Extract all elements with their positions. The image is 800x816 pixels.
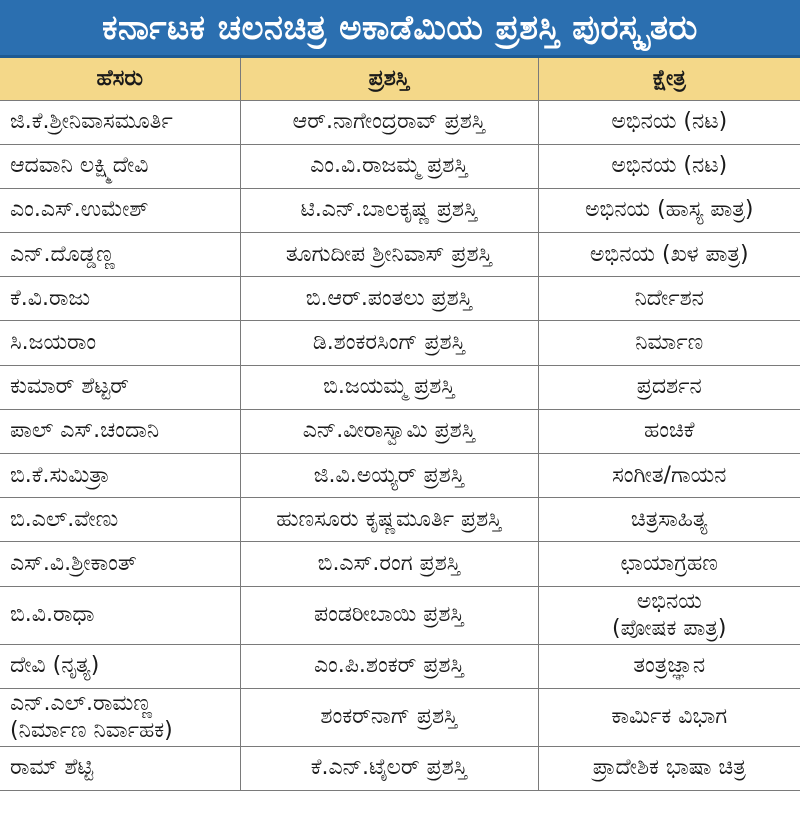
cell-name: ಪಾಲ್ ಎಸ್.ಚಂದಾನಿ bbox=[0, 409, 240, 453]
cell-field: ಅಭಿನಯ (ನಟ) bbox=[538, 144, 800, 188]
table-row bbox=[0, 277, 800, 321]
table-row bbox=[0, 321, 800, 365]
table-row bbox=[0, 542, 800, 586]
cell-field: ಅಭಿನಯ (ಖಳ ಪಾತ್ರ) bbox=[538, 233, 800, 277]
cell-name bbox=[0, 688, 240, 746]
header-field: ಕ್ಷೇತ್ರ bbox=[538, 58, 800, 100]
table-row bbox=[0, 586, 800, 644]
cell-name: ಜಿ.ಕೆ.ಶ್ರೀನಿವಾಸಮೂರ್ತಿ bbox=[0, 100, 240, 144]
cell-award: ಬಿ.ಎಸ್.ರಂಗ ಪ್ರಶಸ್ತಿ bbox=[240, 542, 538, 586]
cell-name: ಸಿ.ಜಯರಾಂ bbox=[0, 321, 240, 365]
cell-field: ತಂತ್ರಜ್ಞಾನ bbox=[538, 644, 800, 688]
table-row bbox=[0, 100, 800, 144]
cell-name: ಬಿ.ವಿ.ರಾಧಾ bbox=[0, 586, 240, 644]
table-row bbox=[0, 233, 800, 277]
header-award: ಪ್ರಶಸ್ತಿ bbox=[240, 58, 538, 100]
cell-field: ಪ್ರಾದೇಶಿಕ ಭಾಷಾ ಚಿತ್ರ bbox=[538, 746, 800, 790]
awards-table bbox=[0, 58, 800, 791]
cell-award: ಹುಣಸೂರು ಕೃಷ್ಣಮೂರ್ತಿ ಪ್ರಶಸ್ತಿ bbox=[240, 498, 538, 542]
cell-award: ಬಿ.ಜಯಮ್ಮ ಪ್ರಶಸ್ತಿ bbox=[240, 365, 538, 409]
cell-award: ಎಂ.ಪಿ.ಶಂಕರ್ ಪ್ರಶಸ್ತಿ bbox=[240, 644, 538, 688]
header-name: ಹೆಸರು bbox=[0, 58, 240, 100]
table-row bbox=[0, 454, 800, 498]
cell-field bbox=[538, 586, 800, 644]
cell-award: ಬಿ.ಆರ್.ಪಂತಲು ಪ್ರಶಸ್ತಿ bbox=[240, 277, 538, 321]
cell-award: ಶಂಕರ್‌ನಾಗ್ ಪ್ರಶಸ್ತಿ bbox=[240, 688, 538, 746]
table-row bbox=[0, 365, 800, 409]
cell-name-line2: (ನಿರ್ಮಾಣ ನಿರ್ವಾಹಕ) bbox=[10, 718, 173, 744]
cell-field: ಪ್ರದರ್ಶನ bbox=[538, 365, 800, 409]
cell-name: ರಾಮ್ ಶೆಟ್ಟಿ bbox=[0, 746, 240, 790]
cell-name: ಕುಮಾರ್ ಶೆಟ್ಟರ್ bbox=[0, 365, 240, 409]
cell-name: ಆದವಾನಿ ಲಕ್ಷ್ಮಿದೇವಿ bbox=[0, 144, 240, 188]
cell-field: ಕಾರ್ಮಿಕ ವಿಭಾಗ bbox=[538, 688, 800, 746]
cell-award: ಕೆ.ಎನ್.ಟೈಲರ್ ಪ್ರಶಸ್ತಿ bbox=[240, 746, 538, 790]
cell-field-line2: (ಪೋಷಕ ಪಾತ್ರ) bbox=[612, 616, 727, 642]
cell-field: ಛಾಯಾಗ್ರಹಣ bbox=[538, 542, 800, 586]
title-banner: ಕರ್ನಾಟಕ ಚಲನಚಿತ್ರ ಅಕಾಡೆಮಿಯ ಪ್ರಶಸ್ತಿ ಪುರಸ್ಕೃತರು bbox=[0, 0, 800, 58]
cell-name: ದೇವಿ (ನೃತ್ಯ) bbox=[0, 644, 240, 688]
table-row bbox=[0, 746, 800, 790]
cell-name: ಎಂ.ಎಸ್.ಉಮೇಶ್ bbox=[0, 188, 240, 232]
cell-name: ಕೆ.ವಿ.ರಾಜು bbox=[0, 277, 240, 321]
table-row bbox=[0, 498, 800, 542]
cell-award: ಆರ್.ನಾಗೇಂದ್ರರಾವ್ ಪ್ರಶಸ್ತಿ bbox=[240, 100, 538, 144]
header-row bbox=[0, 58, 800, 100]
cell-field-line1: ಅಭಿನಯ bbox=[636, 589, 702, 615]
cell-name: ಎಸ್.ವಿ.ಶ್ರೀಕಾಂತ್ bbox=[0, 542, 240, 586]
cell-award: ಎನ್.ವೀರಾಸ್ವಾಮಿ ಪ್ರಶಸ್ತಿ bbox=[240, 409, 538, 453]
cell-field: ಹಂಚಿಕೆ bbox=[538, 409, 800, 453]
cell-award: ಜಿ.ವಿ.ಅಯ್ಯರ್ ಪ್ರಶಸ್ತಿ bbox=[240, 454, 538, 498]
cell-name-line1: ಎನ್.ಎಲ್.ರಾಮಣ್ಣ bbox=[10, 691, 153, 717]
cell-field: ಚಿತ್ರಸಾಹಿತ್ಯ bbox=[538, 498, 800, 542]
cell-field: ನಿರ್ದೇಶನ bbox=[538, 277, 800, 321]
cell-field: ಅಭಿನಯ (ಹಾಸ್ಯ ಪಾತ್ರ) bbox=[538, 188, 800, 232]
cell-award: ಎಂ.ವಿ.ರಾಜಮ್ಮ ಪ್ರಶಸ್ತಿ bbox=[240, 144, 538, 188]
table-row bbox=[0, 144, 800, 188]
cell-name: ಬಿ.ಎಲ್.ವೇಣು bbox=[0, 498, 240, 542]
cell-award: ಡಿ.ಶಂಕರಸಿಂಗ್ ಪ್ರಶಸ್ತಿ bbox=[240, 321, 538, 365]
cell-award: ಟಿ.ಎನ್.ಬಾಲಕೃಷ್ಣ ಪ್ರಶಸ್ತಿ bbox=[240, 188, 538, 232]
table-row bbox=[0, 188, 800, 232]
cell-field: ಅಭಿನಯ (ನಟ) bbox=[538, 100, 800, 144]
cell-award: ಪಂಡರೀಬಾಯಿ ಪ್ರಶಸ್ತಿ bbox=[240, 586, 538, 644]
table-row bbox=[0, 409, 800, 453]
table-row bbox=[0, 688, 800, 746]
cell-field: ನಿರ್ಮಾಣ bbox=[538, 321, 800, 365]
table-row bbox=[0, 644, 800, 688]
cell-field: ಸಂಗೀತ/ಗಾಯನ bbox=[538, 454, 800, 498]
cell-name: ಬಿ.ಕೆ.ಸುಮಿತ್ರಾ bbox=[0, 454, 240, 498]
cell-name: ಎನ್.ದೊಡ್ಡಣ್ಣ bbox=[0, 233, 240, 277]
cell-award: ತೂಗುದೀಪ ಶ್ರೀನಿವಾಸ್ ಪ್ರಶಸ್ತಿ bbox=[240, 233, 538, 277]
